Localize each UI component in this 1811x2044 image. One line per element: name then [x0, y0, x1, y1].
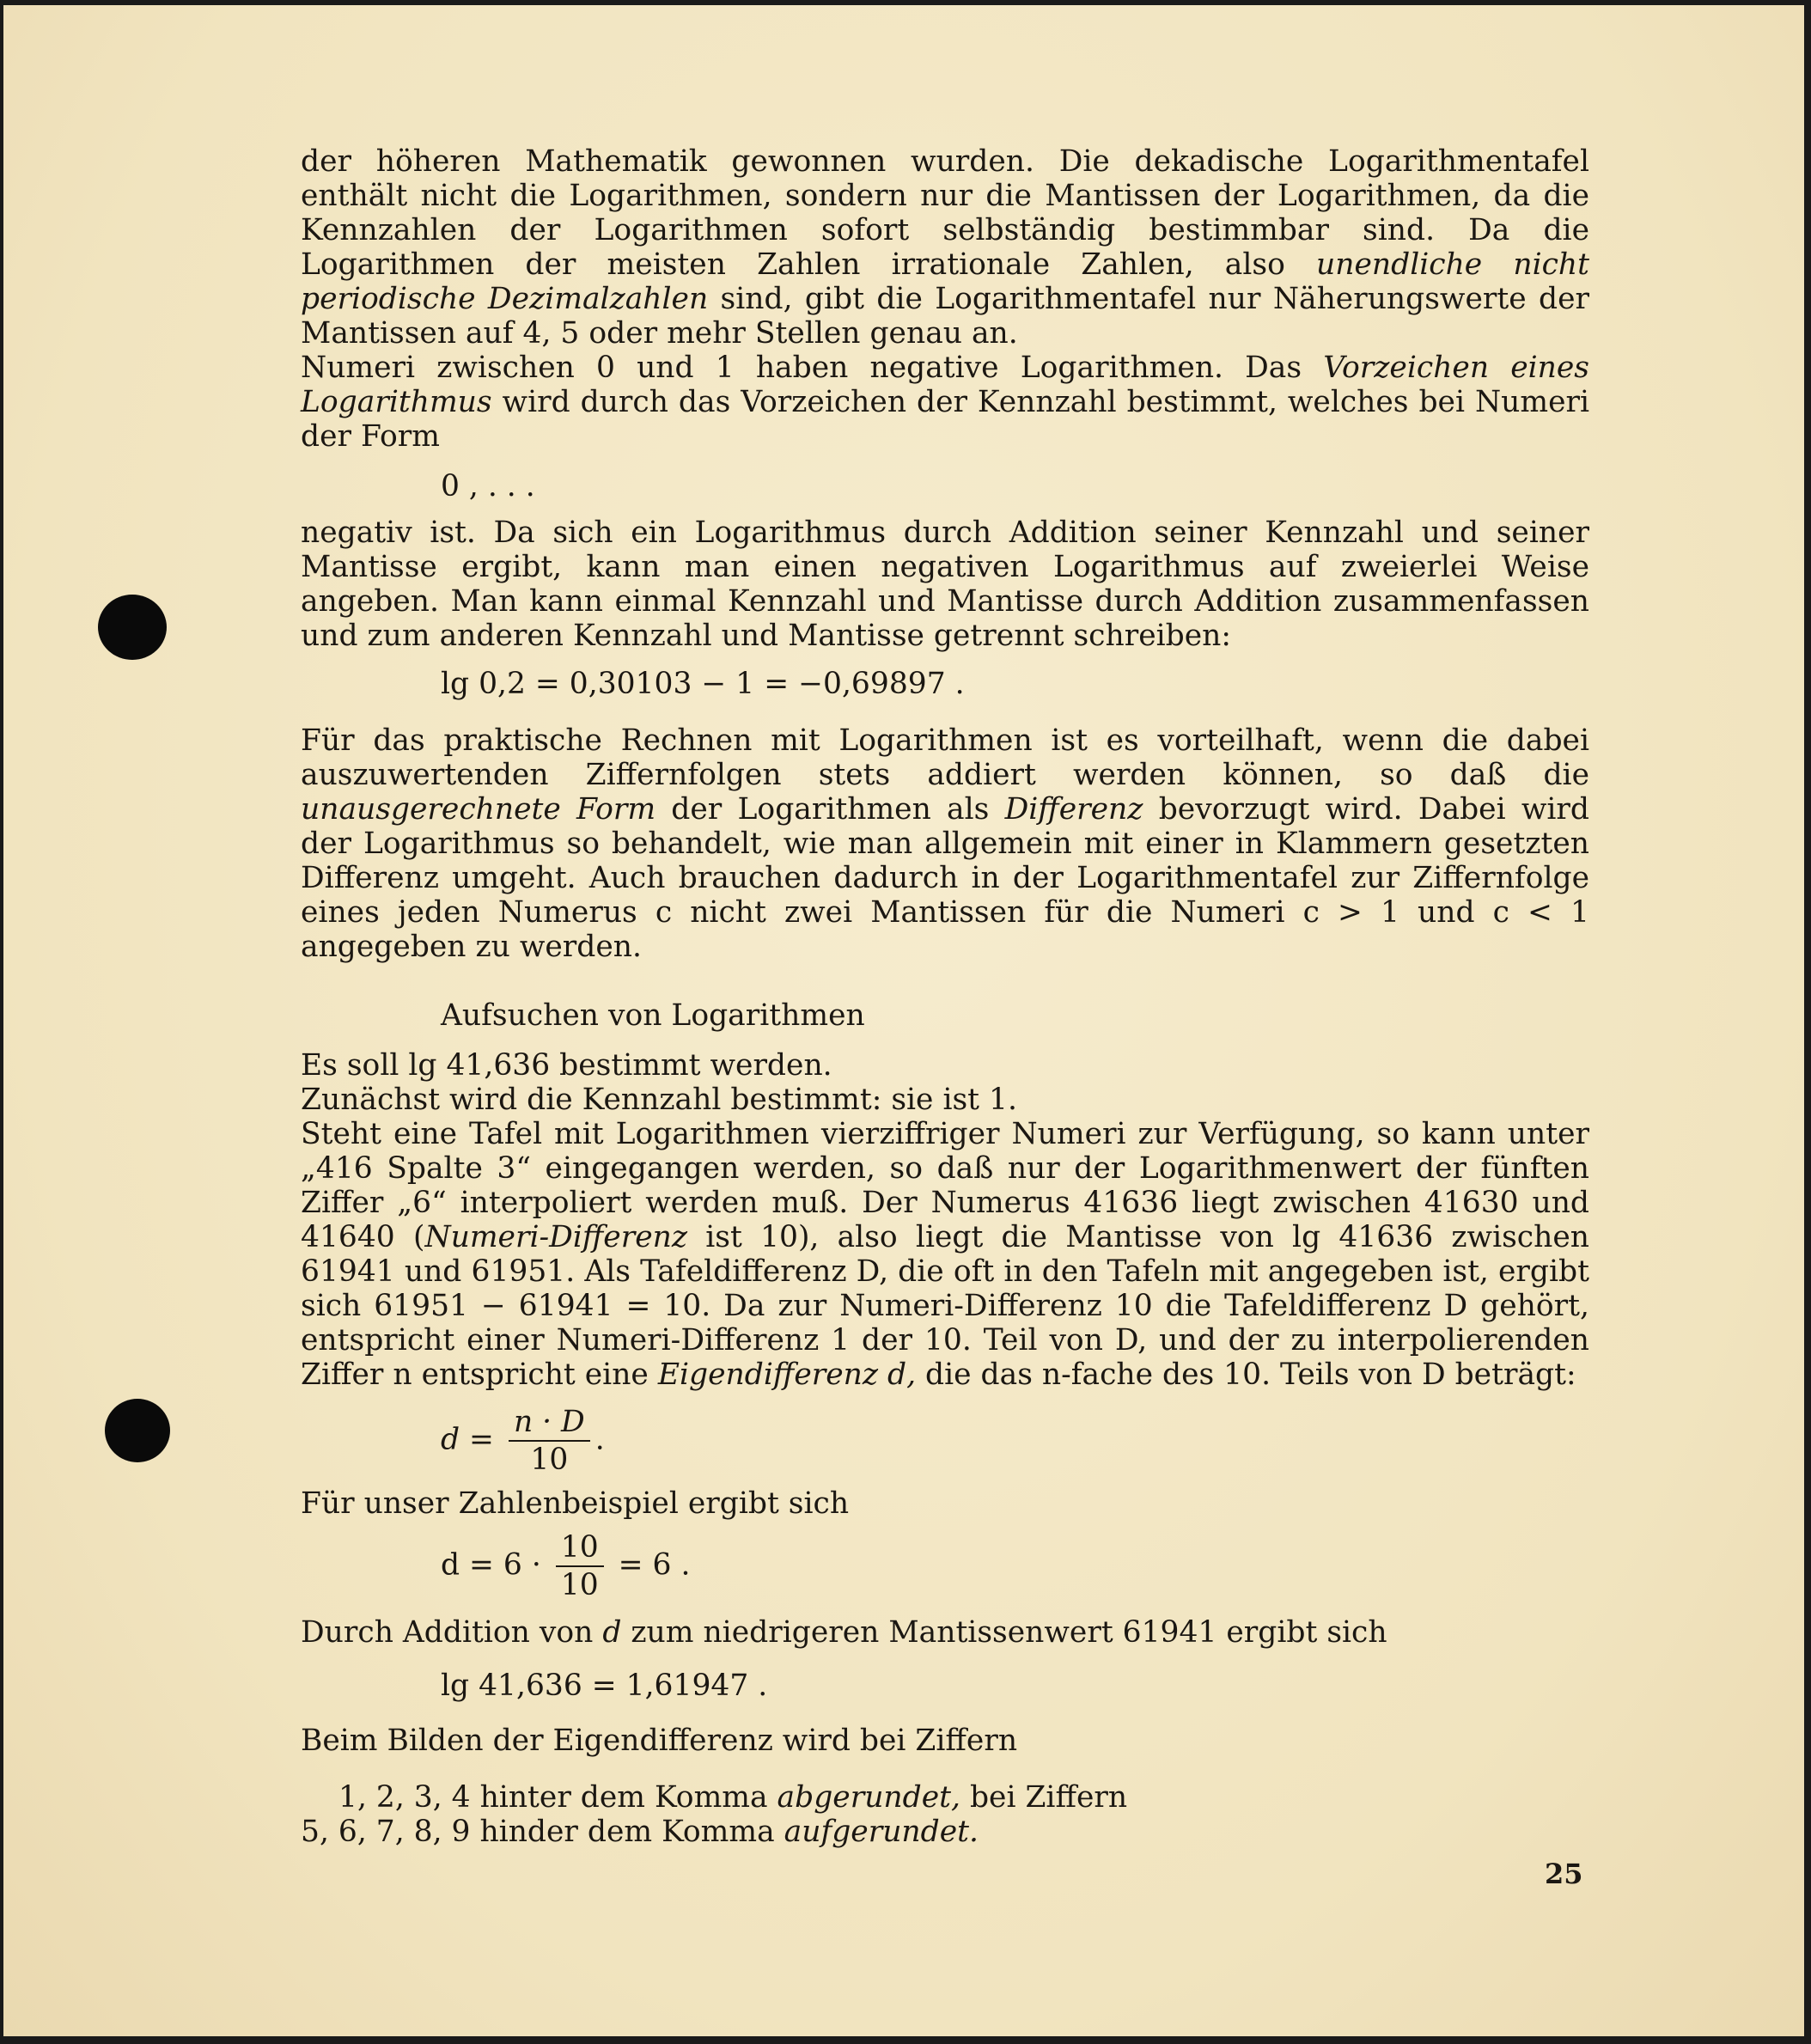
- text: zum niedrigeren Mantissenwert 61941 ergibt sich: [631, 1615, 1387, 1650]
- text: 1, 2, 3, 4 hinter dem Komma: [338, 1780, 768, 1815]
- formula: [301, 1529, 1589, 1603]
- text: ist 10), also liegt die Mantisse von lg 41636 zwischen 61941 und 61951. Als Tafeldifferenz D, die oft in den Tafeln mit angegeben ist, ergibt sich 61951 − 61941 = 10. Da zur Numeri-Differenz 10 die Tafeldifferenz D gehört, entspricht einer Numeri-Differenz 1 der 10. Teil von D, und der zu interpolierenden Ziffer n entspricht eine: [301, 1220, 1589, 1392]
- paragraph: Beim Bilden der Eigendifferenz wird bei Ziffern: [301, 1724, 1018, 1758]
- italic-text: Differenz: [1004, 792, 1143, 827]
- italic-text: d: [602, 1615, 622, 1650]
- paragraph: Zunächst wird die Kennzahl bestimmt: sie ist 1.: [301, 1083, 1017, 1117]
- formula: [301, 667, 1589, 701]
- italic-text: Numeri-Differenz: [424, 1220, 688, 1254]
- italic-text: Eigendifferenz d,: [657, 1358, 917, 1392]
- text: bevorzugt wird. Dabei wird der Logarithmus so behandelt, wie man allgemein mit einer in Klammern gesetzten Differenz umgeht. Auch brauchen dadurch in der Logarithmentafel zur Ziffernfolge eines jeden Numerus c nicht zwei Mantissen für die Numeri c > 1 und c < 1 angegeben zu werden.: [301, 792, 1590, 964]
- paragraph: [301, 1117, 1589, 1392]
- punch-hole: [98, 595, 167, 660]
- italic-text: aufgerundet.: [784, 1815, 979, 1849]
- italic-text: abgerundet,: [777, 1780, 960, 1815]
- text: der höheren Mathematik gewonnen wurden. Die dekadische Logarithmentafel enthält nicht die Logarithmen, sondern nur die Mantissen der Logarithmen, da die Kennzahlen der Logarithmen sofort selbständig bestimmbar sind. Da die Logarithmen der meisten Zahlen irrationale Zahlen, also: [301, 144, 1589, 282]
- fraction-numerator: 10: [556, 1529, 604, 1567]
- paragraph: [301, 723, 1589, 964]
- text: sind, gibt die Logarithmentafel nur Näherungswerte der Mantissen auf 4, 5 oder mehr Stellen genau an.: [301, 282, 1589, 351]
- formula-text: 0 , . . .: [441, 469, 535, 503]
- page-body: [301, 144, 1589, 1849]
- italic-text: unendliche nicht periodische Dezimalzahlen: [301, 247, 1590, 316]
- paragraph: Für unser Zahlenbeispiel ergibt sich: [301, 1486, 850, 1521]
- fraction-numerator: n · D: [509, 1404, 590, 1442]
- paragraph: Es soll lg 41,636 bestimmt werden.: [301, 1048, 832, 1083]
- italic-text: unausgerechnete Form: [301, 792, 656, 827]
- fraction: [509, 1404, 590, 1478]
- paragraph: [301, 144, 1589, 351]
- text: der Logarithmen als: [671, 792, 990, 827]
- section-heading: Aufsuchen von Logarithmen: [441, 998, 865, 1033]
- formula-text: lg 0,2 = 0,30103 − 1 = −0,69897 .: [441, 667, 965, 701]
- paragraph: negativ ist. Da sich ein Logarithmus durch Addition seiner Kennzahl und seiner Mantisse ergibt, kann man einen negativen Logarithmus auf zweierlei Weise angeben. Man kann einmal Kennzahl und Mantisse durch Addition zusammenfassen und zum anderen Kennzahl und Mantisse getrennt schreiben:: [301, 516, 1589, 653]
- text: Für das praktische Rechnen mit Logarithmen ist es vorteilhaft, wenn die dabei auszuwertenden Ziffernfolgen stets addiert werden können, so daß die: [301, 723, 1589, 792]
- punch-hole: [105, 1399, 170, 1462]
- paragraph: [301, 1615, 1589, 1650]
- book-page: [3, 5, 1804, 2036]
- paragraph: [301, 1780, 1589, 1815]
- text: Numeri zwischen 0 und 1 haben negative Logarithmen. Das: [301, 351, 1302, 385]
- italic-text: Vorzeichen eines Logarithmus: [301, 351, 1590, 419]
- formula-text: lg 41,636 = 1,61947 .: [441, 1669, 768, 1703]
- text: Steht eine Tafel mit Logarithmen vierziffriger Numeri zur Verfügung, so kann unter „416 Spalte 3“ eingegangen werden, so daß nur der Logarithmenwert der fünften Ziffer „6“ interpoliert werden muß. Der Numerus 41636 liegt zwischen 41630 und 41640 (: [301, 1117, 1589, 1254]
- text: die das n-fache des 10. Teils von D beträgt:: [925, 1358, 1576, 1392]
- fraction-denominator: 10: [530, 1443, 569, 1477]
- formula: [301, 1404, 1589, 1478]
- paragraph: [301, 1815, 1589, 1849]
- formula-lhs: d =: [441, 1422, 494, 1457]
- text: bei Ziffern: [969, 1780, 1128, 1815]
- formula-tail: = 6 .: [618, 1547, 691, 1583]
- fraction: [556, 1529, 604, 1603]
- formula: [301, 1669, 1589, 1703]
- formula-lhs: d = 6 ·: [441, 1547, 541, 1583]
- text: 5, 6, 7, 8, 9 hinder dem Komma: [301, 1815, 775, 1849]
- text: wird durch das Vorzeichen der Kennzahl bestimmt, welches bei Numeri der Form: [301, 385, 1590, 454]
- page-number: 25: [1545, 1858, 1583, 1890]
- fraction-denominator: 10: [560, 1568, 599, 1602]
- formula: [301, 469, 1589, 503]
- paragraph: [301, 351, 1589, 454]
- formula-tail: .: [595, 1422, 605, 1457]
- text: Durch Addition von: [301, 1615, 594, 1650]
